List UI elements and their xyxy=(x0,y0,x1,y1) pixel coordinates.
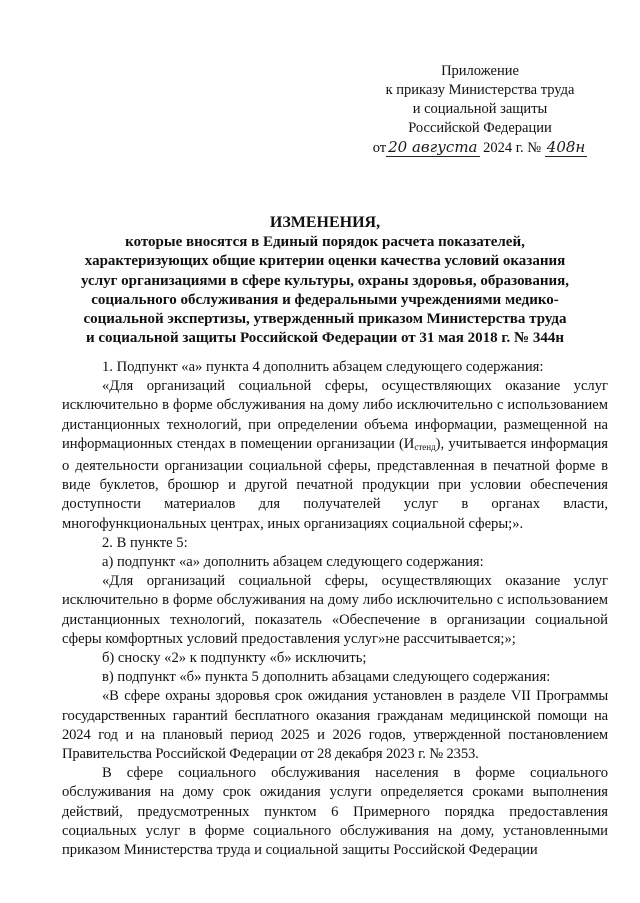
date-year: 2024 г. № xyxy=(483,140,542,156)
date-prefix: от xyxy=(372,140,387,156)
paragraph-health-care: «В сфере охраны здоровья срок ожидания установлен в разделе VII Программы государственных гарантий бесплатного оказания гражданам медицинской помощи на 2024 год и на плановый период 2025 и 2026 годов, утвержденной постановлением Правительства Российской Федерации от 28 декабря 2023 г. № 2353. xyxy=(62,688,608,763)
paragraph-subitem-v: в) подпункт «б» пункта 5 дополнить абзацами следующего содержания: xyxy=(102,669,551,686)
paragraph-item-1-text xyxy=(62,377,608,534)
title-line: и социальной защиты Российской Федерации от 31 мая 2018 г. № 344н xyxy=(86,330,564,347)
document-body xyxy=(62,358,608,860)
paragraph-text: «Для организаций социальной сферы, осуществляющих оказание услуг исключительно в форме обслуживания на дому либо исключительно с использованием дистанционных технологий, при определении объема информации, размещенной на информационных стендах в помещении организации (И xyxy=(62,378,608,452)
title-line: социального обслуживания и федеральными учреждениями медико- xyxy=(91,291,559,308)
subscript-stend: стенд xyxy=(414,441,436,452)
appendix-order-line: к приказу Министерства труда xyxy=(385,82,575,98)
document-title xyxy=(60,213,590,348)
title-line: характеризующих общие критерии оценки качества условий оказания xyxy=(84,253,566,270)
paragraph-item-1: 1. Подпункт «а» пункта 4 дополнить абзацем следующего содержания: xyxy=(102,359,544,375)
paragraph-social-service: В сфере социального обслуживания населения в форме социального обслуживания на дому срок ожидания услуги определяется сроками выполнения действий, предусмотренных пунктом 6 Примерного порядка предоставления социальных услуг в форме социального обслуживания на дому, установленными приказом Министерства труда и социальной защиты Российской Федерации xyxy=(62,765,608,859)
title-line: социальной экспертизы, утвержденный приказом Министерства труда xyxy=(83,311,567,328)
title-line: которые вносятся в Единый порядок расчета показателей, xyxy=(125,234,525,251)
paragraph-item-2: 2. В пункте 5: xyxy=(102,534,188,551)
handwritten-order-number: 408н xyxy=(546,138,586,156)
order-date-line xyxy=(360,138,600,158)
appendix-country-line: Российской Федерации xyxy=(408,120,552,136)
handwritten-date: 20 августа xyxy=(388,138,478,156)
appendix-label: Приложение xyxy=(441,63,519,79)
appendix-block xyxy=(360,62,600,158)
paragraph-subitem-a: а) подпункт «а» дополнить абзацем следующего содержания: xyxy=(102,554,484,571)
paragraph-subitem-a-text: «Для организаций социальной сферы, осуществляющих оказание услуг исключительно в форме обслуживания на дому либо исключительно с использованием дистанционных технологий, показатель «Обеспечение в организации социальной сферы комфортных условий предоставления услуг»не рассчитывается;»; xyxy=(62,573,608,647)
title-heading: ИЗМЕНЕНИЯ, xyxy=(269,214,381,231)
appendix-ministry-line: и социальной защиты xyxy=(412,101,548,117)
title-line: услуг организациями в сфере культуры, охраны здоровья, образования, xyxy=(81,272,569,289)
paragraph-subitem-b: б) сноску «2» к подпункту «б» исключить; xyxy=(102,650,367,667)
paragraph-text: ), учитывается информация о деятельности организации социальной сферы, представленная в печатной форме в виде буклетов, брошюр и другой печатной продукции при условии обеспечения доступности материалов для получателей услуг в органах власти, многофункциональных центрах, иных организациях социальной сферы;». xyxy=(62,435,608,532)
